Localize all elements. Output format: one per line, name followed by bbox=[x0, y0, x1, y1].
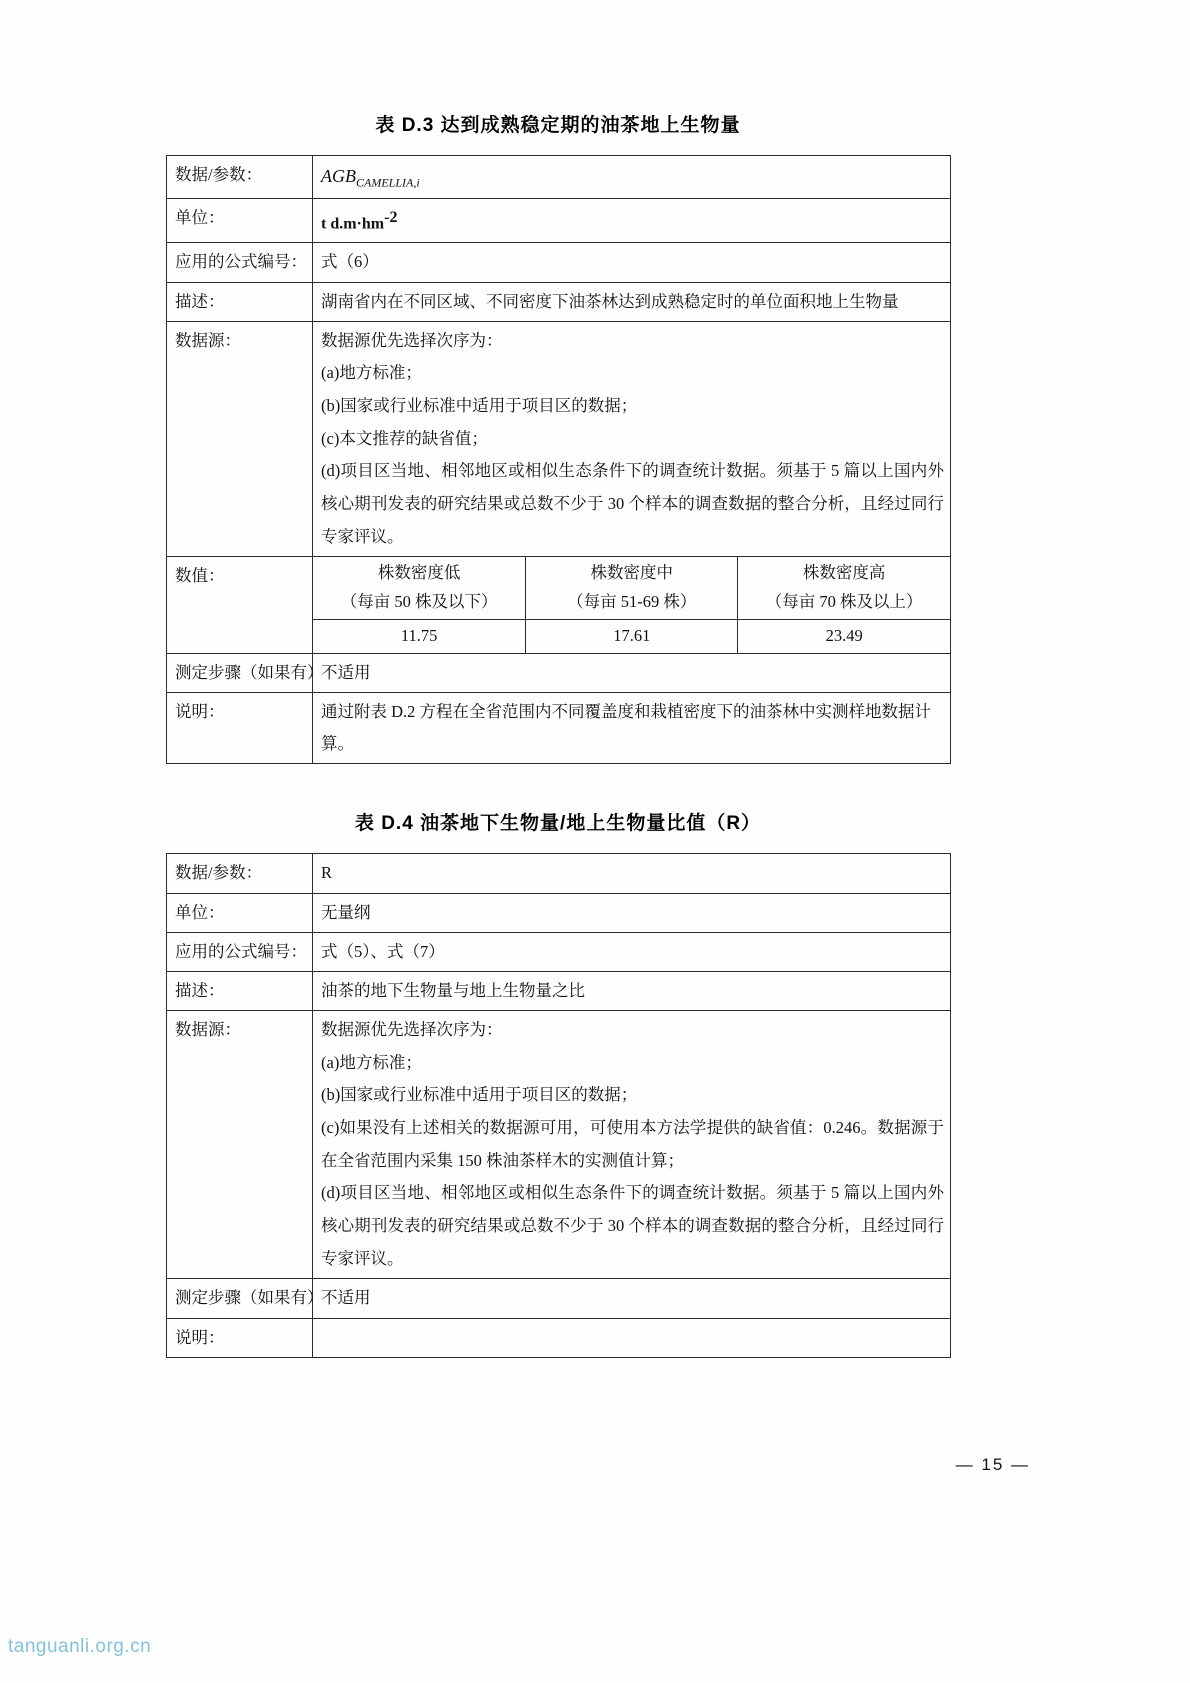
density-header-mid-line1: 株数密度中 bbox=[590, 563, 674, 583]
row-value-parameter bbox=[313, 156, 951, 199]
row-value-datasource bbox=[313, 1011, 951, 1279]
density-value-mid: 17.61 bbox=[526, 620, 738, 653]
row-label-formula: 应用的公式编号： bbox=[167, 243, 313, 282]
row-value-unit bbox=[313, 198, 951, 243]
watermark: tanguanli.org.cn bbox=[8, 1636, 152, 1657]
row-label-datasource: 数据源： bbox=[167, 1011, 313, 1279]
row-label-datasource: 数据源： bbox=[167, 321, 313, 557]
row-value-datasource bbox=[313, 321, 951, 557]
table-row bbox=[167, 1318, 951, 1357]
row-label-unit: 单位： bbox=[167, 893, 313, 932]
row-value-description: 油茶的地下生物量与地上生物量之比 bbox=[313, 971, 951, 1010]
density-header-high bbox=[738, 557, 950, 619]
table-row bbox=[167, 198, 951, 243]
row-value-note: 通过附表 D.2 方程在全省范围内不同覆盖度和栽植密度下的油茶林中实测样地数据计算。 bbox=[313, 693, 951, 764]
datasource-line: (c)如果没有上述相关的数据源可用，可使用本方法学提供的缺省值：0.246。数据源于在全省范围内采集 150 株油茶样木的实测值计算； bbox=[321, 1118, 944, 1170]
row-label-parameter: 数据/参数： bbox=[167, 854, 313, 893]
unit-text: t d.m·hm bbox=[321, 215, 385, 233]
table-row bbox=[167, 971, 951, 1010]
table-d3 bbox=[166, 155, 951, 764]
table-d4-title: 表 D.4 油茶地下生物量/地上生物量比值（R） bbox=[354, 813, 762, 835]
row-label-description: 描述： bbox=[167, 971, 313, 1010]
table-row bbox=[167, 932, 951, 971]
row-label-description: 描述： bbox=[167, 282, 313, 321]
datasource-line: 数据源优先选择次序为： bbox=[321, 1020, 503, 1040]
density-value-low: 11.75 bbox=[313, 620, 526, 653]
row-label-note: 说明： bbox=[167, 693, 313, 764]
table-row-values bbox=[167, 557, 951, 654]
datasource-line: (b)国家或行业标准中适用于项目区的数据； bbox=[321, 396, 638, 416]
density-header-high-line2: （每亩 70 株及以上） bbox=[765, 592, 923, 612]
density-value-row bbox=[313, 620, 950, 653]
parameter-symbol: AGB bbox=[321, 166, 356, 186]
table-row bbox=[167, 1011, 951, 1279]
density-header-low bbox=[313, 557, 526, 619]
table-row bbox=[167, 243, 951, 282]
page-content bbox=[166, 110, 950, 1358]
row-value-formula: 式（5）、式（7） bbox=[313, 932, 951, 971]
page-number: — 15 — bbox=[955, 1455, 1030, 1474]
datasource-line: (a)地方标准； bbox=[321, 1052, 422, 1072]
row-value-parameter: R bbox=[313, 854, 951, 893]
table-row bbox=[167, 693, 951, 764]
row-label-unit: 单位： bbox=[167, 198, 313, 243]
row-value-values bbox=[313, 557, 951, 654]
unit-exponent: -2 bbox=[384, 208, 398, 226]
table-row bbox=[167, 282, 951, 321]
density-header-low-line1: 株数密度低 bbox=[377, 563, 461, 583]
datasource-line: (a)地方标准； bbox=[321, 363, 422, 383]
row-value-procedure: 不适用 bbox=[313, 653, 951, 692]
row-value-note bbox=[313, 1318, 951, 1357]
density-header-high-line1: 株数密度高 bbox=[802, 563, 886, 583]
table-row bbox=[167, 321, 951, 557]
datasource-line: 数据源优先选择次序为： bbox=[321, 330, 503, 350]
density-header-mid bbox=[526, 557, 738, 619]
row-label-procedure: 测定步骤（如果有） bbox=[167, 653, 313, 692]
density-header-low-line2: （每亩 50 株及以下） bbox=[340, 592, 498, 612]
datasource-line: (c)本文推荐的缺省值； bbox=[321, 428, 488, 448]
density-value-table bbox=[313, 557, 950, 653]
table-d3-title: 表 D.3 达到成熟稳定期的油茶地上生物量 bbox=[375, 115, 741, 136]
row-label-note: 说明： bbox=[167, 1318, 313, 1357]
datasource-line: (d)项目区当地、相邻地区或相似生态条件下的调查统计数据。须基于 5 篇以上国内外核心期刊发表的研究结果或总数不少于 30 个样本的调查数据的整合分析，且经过同行专家评议。 bbox=[321, 1183, 944, 1268]
table-d4 bbox=[166, 853, 951, 1357]
row-label-parameter: 数据/参数： bbox=[167, 156, 313, 199]
row-value-description: 湖南省内在不同区域、不同密度下油茶林达到成熟稳定时的单位面积地上生物量 bbox=[313, 282, 951, 321]
row-value-procedure: 不适用 bbox=[313, 1279, 951, 1318]
row-label-formula: 应用的公式编号： bbox=[167, 932, 313, 971]
datasource-line: (d)项目区当地、相邻地区或相似生态条件下的调查统计数据。须基于 5 篇以上国内外核心期刊发表的研究结果或总数不少于 30 个样本的调查数据的整合分析，且经过同行专家评议。 bbox=[321, 461, 944, 546]
density-value-high: 23.49 bbox=[738, 620, 950, 653]
row-value-unit: 无量纲 bbox=[313, 893, 951, 932]
datasource-line: (b)国家或行业标准中适用于项目区的数据； bbox=[321, 1085, 638, 1105]
row-label-procedure: 测定步骤（如果有） bbox=[167, 1279, 313, 1318]
table-row bbox=[167, 653, 951, 692]
parameter-subscript: CAMELLIA,i bbox=[356, 175, 420, 190]
table-row bbox=[167, 854, 951, 893]
section-gap bbox=[166, 764, 950, 808]
density-header-mid-line2: （每亩 51-69 株） bbox=[567, 592, 697, 612]
table-row bbox=[167, 893, 951, 932]
table-row bbox=[167, 1279, 951, 1318]
row-label-values: 数值： bbox=[167, 557, 313, 654]
table-row bbox=[167, 156, 951, 199]
row-value-formula: 式（6） bbox=[313, 243, 951, 282]
density-header-row bbox=[313, 557, 950, 619]
